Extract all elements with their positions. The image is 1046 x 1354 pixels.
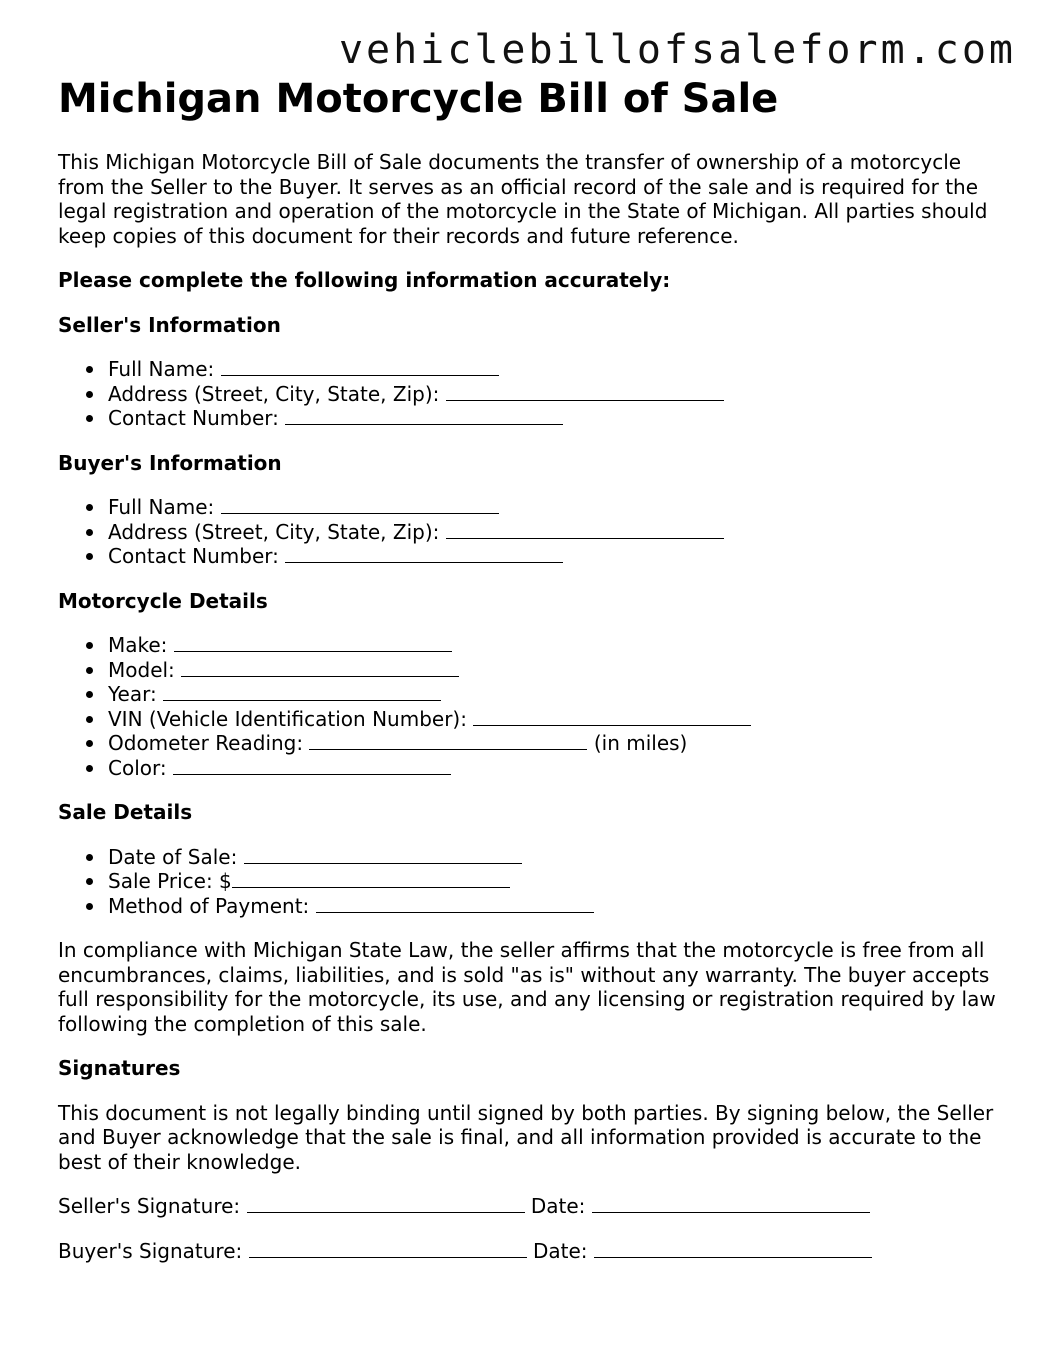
buyer-contact-field[interactable] (285, 544, 563, 563)
field-label: Contact Number: (108, 544, 279, 568)
buyer-section-heading: Buyer's Information (58, 450, 282, 475)
vin-field[interactable] (473, 707, 751, 726)
motorcycle-section-heading: Motorcycle Details (58, 588, 268, 613)
odometer-field[interactable] (309, 731, 587, 750)
list-item (108, 520, 1008, 545)
seller-date-field[interactable] (592, 1194, 870, 1213)
buyer-field-list (58, 495, 1008, 569)
field-label: Address (Street, City, State, Zip): (108, 519, 440, 544)
field-label: Sale Price: $ (108, 869, 232, 893)
seller-field-list (58, 357, 1008, 431)
document-body (58, 76, 1008, 1283)
intro-paragraph: This Michigan Motorcycle Bill of Sale documents the transfer of ownership of a motorcycle from the Seller to the Buyer. It serves as an official record of the sale and is required for the legal registration and operation of the motorcycle in the State of Michigan. All parties should keep copies of this document for their records and future reference. (58, 150, 988, 248)
seller-signature-label: Seller's Signature: (58, 1194, 241, 1218)
field-label: Address (Street, City, State, Zip): (108, 381, 440, 406)
list-item (108, 845, 1008, 870)
list-item (108, 382, 1008, 407)
field-label: Full Name: (108, 357, 215, 381)
field-label: Year: (108, 682, 157, 706)
buyer-signature-label: Buyer's Signature: (58, 1238, 243, 1263)
seller-contact-field[interactable] (285, 406, 563, 425)
list-item (108, 495, 1008, 520)
field-label: Full Name: (108, 495, 215, 519)
list-item (108, 869, 1008, 894)
field-label: Color: (108, 755, 167, 780)
date-of-sale-field[interactable] (244, 845, 522, 864)
field-label: Contact Number: (108, 406, 279, 430)
site-watermark: vehiclebillofsaleform.com (338, 27, 1016, 73)
list-item (108, 406, 1008, 431)
buyer-address-field[interactable] (446, 520, 724, 539)
buyer-signature-row (58, 1239, 1008, 1264)
list-item (108, 682, 1008, 707)
signatures-section-heading: Signatures (58, 1056, 181, 1080)
seller-address-field[interactable] (446, 382, 724, 401)
list-item (108, 658, 1008, 683)
field-label: VIN (Vehicle Identification Number): (108, 706, 467, 731)
seller-section-heading: Seller's Information (58, 312, 281, 337)
list-item (108, 894, 1008, 919)
buyer-full-name-field[interactable] (221, 495, 499, 514)
color-field[interactable] (173, 756, 451, 775)
buyer-date-field[interactable] (594, 1239, 872, 1258)
sale-field-list (58, 845, 1008, 919)
seller-signature-field[interactable] (247, 1194, 525, 1213)
page-title: Michigan Motorcycle Bill of Sale (58, 76, 779, 122)
date-label: Date: (532, 1238, 588, 1263)
seller-full-name-field[interactable] (221, 357, 499, 376)
field-label: Date of Sale: (108, 844, 238, 869)
model-field[interactable] (181, 658, 459, 677)
field-label: Make: (108, 633, 168, 657)
odometer-unit: (in miles) (593, 731, 688, 755)
field-label: Odometer Reading: (108, 731, 304, 755)
make-field[interactable] (174, 633, 452, 652)
list-item (108, 731, 1008, 756)
year-field[interactable] (163, 682, 441, 701)
list-item (108, 633, 1008, 658)
seller-signature-row (58, 1194, 1008, 1219)
list-item (108, 544, 1008, 569)
list-item (108, 357, 1008, 382)
field-label: Model: (108, 657, 175, 682)
motorcycle-field-list (58, 633, 1008, 780)
signatures-paragraph: This document is not legally binding until signed by both parties. By signing below, the Seller and Buyer acknowledge that the sale is final, and all information provided is accurate to the best of their knowledge. (58, 1100, 994, 1174)
field-label: Method of Payment: (108, 893, 310, 918)
buyer-signature-field[interactable] (249, 1239, 527, 1258)
date-label: Date: (530, 1194, 586, 1218)
compliance-paragraph: In compliance with Michigan State Law, the seller affirms that the motorcycle is free from all encumbrances, claims, liabilities, and is sold "as is" without any warranty. The buyer accepts full responsibility for the motorcycle, its use, and any licensing or registration required by law following the completion of this sale. (58, 938, 996, 1036)
instruction-text: Please complete the following information accurately: (58, 268, 671, 292)
sale-price-field[interactable] (232, 869, 510, 888)
list-item (108, 707, 1008, 732)
list-item (108, 756, 1008, 781)
payment-method-field[interactable] (316, 894, 594, 913)
sale-section-heading: Sale Details (58, 800, 193, 824)
